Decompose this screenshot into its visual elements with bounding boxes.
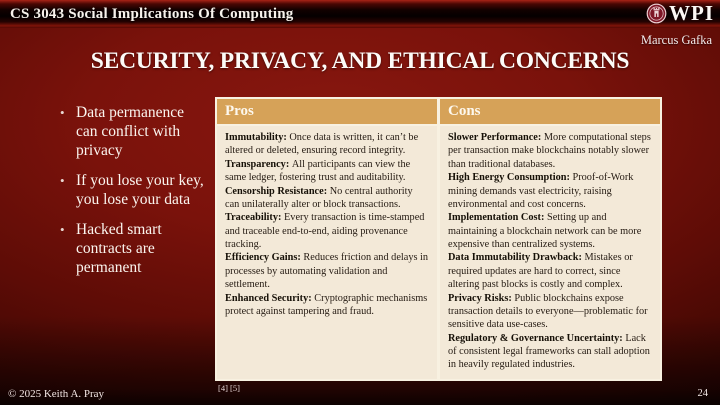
pros-item: Transparency : All participants can view the same ledger, fostering trust and auditability. <box>225 158 429 185</box>
citation: [4] [5] <box>218 383 240 393</box>
cons-item: High Energy Consumption : Proof-of-Work mining demands vast electricity, raising environmental and cost concerns. <box>448 171 652 211</box>
wpi-logo-text: WPI <box>669 1 714 25</box>
cons-item: Implementation Cost : Setting up and maintaining a blockchain network can be more expensive than centralized systems. <box>448 211 652 251</box>
wpi-seal-icon <box>646 3 667 24</box>
cons-item: Slower Performance : More computational steps per transaction make blockchains notably slower than traditional databases. <box>448 131 652 171</box>
cons-column-header: Cons <box>440 99 660 126</box>
pros-column-header: Pros <box>217 99 437 126</box>
pros-cons-table <box>215 97 662 381</box>
bullet-item: • Hacked smart contracts are permanent <box>60 220 205 277</box>
page-number: 24 <box>697 388 708 399</box>
pros-item: Efficiency Gains : Reduces friction and delays in processes by automating validation and settlement. <box>225 251 429 291</box>
cons-item: Data Immutability Drawback : Mistakes or required updates are hard to correct, since altering past blocks is costly and complex. <box>448 251 652 291</box>
bullet-list <box>60 103 205 288</box>
pros-item: Enhanced Security : Cryptographic mechanisms protect against tampering and fraud. <box>225 292 429 319</box>
cons-item: Privacy Risks : Public blockchains expose transaction details to everyone—problematic for sensitive data use-cases. <box>448 292 652 332</box>
cons-cell <box>440 126 660 379</box>
author-name: Marcus Gafka <box>640 33 712 47</box>
pros-item: Traceability : Every transaction is time-stamped and traceable end-to-end, aiding provenance tracking. <box>225 211 429 251</box>
bullet-item: • If you lose your key, you lose your data <box>60 171 205 209</box>
header-bar <box>0 0 720 28</box>
course-title: CS 3043 Social Implications Of Computing <box>10 5 294 22</box>
pros-cell <box>217 126 437 379</box>
pros-item: Censorship Resistance : No central authority can unilaterally alter or block transactions. <box>225 185 429 212</box>
page-title: SECURITY, PRIVACY, AND ETHICAL CONCERNS <box>90 48 630 74</box>
wpi-logo <box>646 3 714 24</box>
cons-item: Regulatory & Governance Uncertainty : Lack of consistent legal frameworks can stall adoption in heavily regulated industries. <box>448 332 652 372</box>
pros-item: Immutability : Once data is written, it can’t be altered or deleted, ensuring record integrity. <box>225 131 429 158</box>
copyright: © 2025 Keith A. Pray <box>8 388 105 400</box>
bullet-item: • Data permanence can conflict with privacy <box>60 103 205 160</box>
